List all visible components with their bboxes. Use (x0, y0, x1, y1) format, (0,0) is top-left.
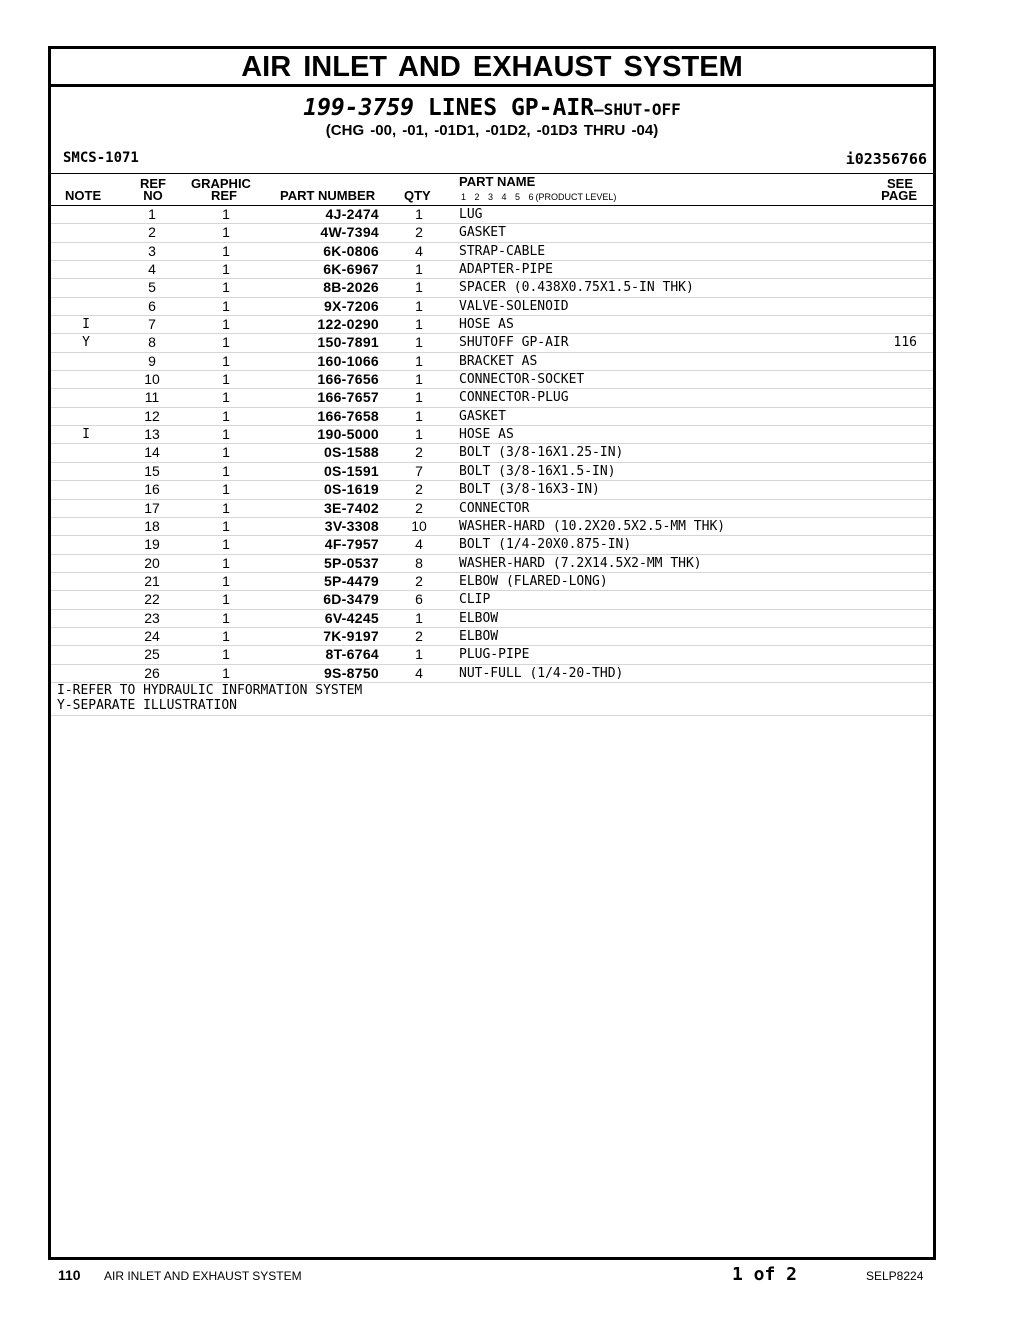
illustration-id: i02356766 (845, 150, 927, 168)
table-row (51, 500, 933, 518)
table-row (51, 389, 933, 407)
part-qty: 1 (415, 297, 423, 314)
part-graphic-ref: 1 (222, 352, 230, 369)
part-ref-no: 2 (148, 224, 156, 241)
part-name: BOLT (1/4-20X0.875-IN) (459, 537, 632, 553)
part-number: 6K-6967 (323, 261, 379, 278)
part-graphic-ref: 1 (222, 517, 230, 534)
part-note: I (82, 427, 90, 443)
part-graphic-ref: 1 (222, 297, 230, 314)
part-qty: 4 (415, 242, 423, 259)
part-qty: 7 (415, 462, 423, 479)
part-name: VALVE-SOLENOID (459, 298, 569, 314)
parts-table (51, 206, 933, 683)
part-ref-no: 11 (144, 389, 160, 406)
part-ref-no: 12 (144, 407, 160, 424)
part-name: ELBOW (459, 628, 499, 644)
footer-publication: SELP8224 (866, 1269, 924, 1283)
page-frame (48, 46, 936, 1260)
table-row (51, 518, 933, 536)
part-number: 7K-9197 (323, 627, 379, 644)
part-name: CONNECTOR-PLUG (459, 390, 569, 406)
part-qty: 6 (415, 591, 423, 608)
part-qty: 1 (415, 261, 423, 278)
part-number: 3E-7402 (323, 499, 379, 516)
table-row (51, 591, 933, 609)
table-row (51, 371, 933, 389)
part-ref-no: 3 (148, 242, 156, 259)
part-qty: 4 (415, 664, 423, 681)
part-qty: 8 (415, 554, 423, 571)
part-ref-no: 23 (144, 609, 160, 626)
table-row (51, 463, 933, 481)
part-ref-no: 21 (144, 572, 160, 589)
part-qty: 1 (415, 206, 423, 222)
part-number: 122-0290 (317, 316, 379, 333)
part-name: CONNECTOR (459, 500, 530, 516)
table-row (51, 646, 933, 664)
table-row (51, 298, 933, 316)
part-number: 8T-6764 (325, 646, 379, 663)
part-see-page: 116 (893, 335, 917, 351)
part-note: I (82, 317, 90, 333)
part-number: 4F-7957 (324, 536, 379, 553)
part-graphic-ref: 1 (222, 224, 230, 241)
part-number: 5P-0537 (323, 554, 379, 571)
part-graphic-ref: 1 (222, 444, 230, 461)
note-i: I-REFER TO HYDRAULIC INFORMATION SYSTEM (57, 683, 363, 699)
table-row (51, 261, 933, 279)
part-graphic-ref: 1 (222, 389, 230, 406)
part-ref-no: 22 (144, 591, 160, 608)
part-name: ADAPTER-PIPE (459, 262, 553, 278)
group-number: 199-3759 (303, 95, 415, 121)
part-number: 5P-4479 (323, 572, 379, 589)
part-ref-no: 24 (144, 627, 160, 644)
part-name: ELBOW (459, 610, 499, 626)
part-ref-no: 5 (148, 279, 156, 296)
product-level-label: (PRODUCT LEVEL) (535, 192, 617, 202)
part-qty: 1 (415, 389, 423, 406)
part-qty: 2 (415, 444, 423, 461)
part-ref-no: 4 (148, 261, 156, 278)
part-number: 6K-0806 (323, 242, 379, 259)
part-name: BOLT (3/8-16X1.5-IN) (459, 463, 616, 479)
part-qty: 1 (415, 426, 423, 443)
part-ref-no: 19 (144, 536, 160, 553)
part-name: WASHER-HARD (10.2X20.5X2.5-MM THK) (459, 518, 726, 534)
part-number: 0S-1619 (323, 481, 379, 498)
note-y: Y-SEPARATE ILLUSTRATION (57, 698, 238, 714)
col-ref-top: REF (140, 176, 166, 191)
col-graphic-top: GRAPHIC (191, 176, 251, 191)
part-number: 6D-3479 (323, 591, 379, 608)
part-number: 166-7656 (317, 371, 379, 388)
group-name: LINES GP-AIR (427, 95, 595, 121)
part-number: 9S-8750 (323, 664, 379, 681)
part-qty: 1 (415, 646, 423, 663)
part-graphic-ref: 1 (222, 481, 230, 498)
part-number: 166-7657 (317, 389, 379, 406)
part-name: BOLT (3/8-16X1.25-IN) (459, 445, 624, 461)
part-graphic-ref: 1 (222, 462, 230, 479)
table-row (51, 610, 933, 628)
table-row (51, 206, 933, 224)
part-qty: 1 (415, 352, 423, 369)
col-qty: QTY (404, 188, 431, 203)
part-ref-no: 1 (148, 206, 156, 222)
part-number: 4W-7394 (320, 224, 379, 241)
part-number: 8B-2026 (323, 279, 379, 296)
part-qty: 1 (415, 371, 423, 388)
part-graphic-ref: 1 (222, 536, 230, 553)
part-ref-no: 8 (148, 334, 156, 351)
part-number: 0S-1588 (323, 444, 379, 461)
col-note: NOTE (65, 188, 102, 203)
part-name: GASKET (459, 408, 506, 424)
part-number: 3V-3308 (324, 517, 379, 534)
table-row (51, 573, 933, 591)
table-row (51, 353, 933, 371)
table-row (51, 481, 933, 499)
col-ref-bottom: NO (143, 188, 163, 203)
col-part-number: PART NUMBER (280, 188, 376, 203)
part-qty: 2 (415, 627, 423, 644)
part-note: Y (82, 335, 90, 351)
table-row (51, 628, 933, 646)
part-graphic-ref: 1 (222, 627, 230, 644)
change-level-line: (CHG -00, -01, -01D1, -01D2, -01D3 THRU -04) (325, 122, 659, 139)
part-name: BOLT (3/8-16X3-IN) (459, 482, 600, 498)
part-name: ELBOW (FLARED-LONG) (459, 573, 608, 589)
part-name: HOSE AS (459, 317, 514, 333)
part-qty: 1 (415, 334, 423, 351)
part-ref-no: 13 (144, 426, 160, 443)
part-number: 160-1066 (317, 352, 379, 369)
part-ref-no: 7 (148, 316, 156, 333)
part-graphic-ref: 1 (222, 664, 230, 681)
table-row (51, 316, 933, 334)
part-graphic-ref: 1 (222, 242, 230, 259)
smcs-code: SMCS-1071 (63, 150, 139, 166)
part-qty: 10 (411, 517, 427, 534)
part-graphic-ref: 1 (222, 334, 230, 351)
part-name: HOSE AS (459, 427, 514, 443)
footer-section: AIR INLET AND EXHAUST SYSTEM (104, 1269, 302, 1283)
part-qty: 2 (415, 481, 423, 498)
col-graphic-bottom: REF (211, 188, 237, 203)
part-name: SHUTOFF GP-AIR (459, 335, 569, 351)
part-ref-no: 16 (144, 481, 160, 498)
part-graphic-ref: 1 (222, 572, 230, 589)
part-qty: 1 (415, 279, 423, 296)
part-ref-no: 6 (148, 297, 156, 314)
part-graphic-ref: 1 (222, 591, 230, 608)
part-graphic-ref: 1 (222, 609, 230, 626)
part-graphic-ref: 1 (222, 646, 230, 663)
footer-page-count: 1 of 2 (732, 1264, 798, 1285)
part-number: 150-7891 (317, 334, 379, 351)
part-name: BRACKET AS (459, 353, 538, 369)
part-qty: 2 (415, 572, 423, 589)
page-footer (0, 1264, 1020, 1288)
col-part-name: PART NAME (459, 174, 536, 189)
product-level-numbers: 1 2 3 4 5 6 (461, 192, 534, 202)
part-name: WASHER-HARD (7.2X14.5X2-MM THK) (459, 555, 702, 571)
col-see-bottom: PAGE (881, 188, 917, 203)
part-name: CLIP (459, 592, 491, 608)
part-ref-no: 15 (144, 462, 160, 479)
part-number: 190-5000 (317, 426, 379, 443)
part-ref-no: 18 (144, 517, 160, 534)
table-row (51, 279, 933, 297)
part-graphic-ref: 1 (222, 279, 230, 296)
part-graphic-ref: 1 (222, 371, 230, 388)
part-ref-no: 10 (144, 371, 160, 388)
group-heading (51, 95, 933, 123)
part-qty: 2 (415, 499, 423, 516)
part-graphic-ref: 1 (222, 407, 230, 424)
part-ref-no: 9 (148, 352, 156, 369)
part-qty: 1 (415, 609, 423, 626)
part-qty: 2 (415, 224, 423, 241)
part-qty: 1 (415, 407, 423, 424)
part-graphic-ref: 1 (222, 316, 230, 333)
part-number: 4J-2474 (325, 206, 379, 222)
part-name: NUT-FULL (1/4-20-THD) (459, 665, 624, 681)
part-graphic-ref: 1 (222, 206, 230, 222)
part-ref-no: 17 (144, 499, 160, 516)
table-row (51, 426, 933, 444)
part-number: 9X-7206 (323, 297, 379, 314)
part-name: STRAP-CABLE (459, 243, 546, 259)
table-row (51, 408, 933, 426)
part-graphic-ref: 1 (222, 554, 230, 571)
table-row (51, 555, 933, 573)
part-number: 0S-1591 (323, 462, 379, 479)
part-number: 6V-4245 (324, 609, 379, 626)
part-qty: 4 (415, 536, 423, 553)
part-name: GASKET (459, 225, 506, 241)
part-graphic-ref: 1 (222, 499, 230, 516)
table-row (51, 224, 933, 242)
part-graphic-ref: 1 (222, 261, 230, 278)
part-ref-no: 20 (144, 554, 160, 571)
table-row (51, 444, 933, 462)
table-row (51, 243, 933, 261)
part-qty: 1 (415, 316, 423, 333)
part-name: PLUG-PIPE (459, 647, 530, 663)
group-suffix: –SHUT-OFF (594, 100, 681, 119)
notes-block (51, 683, 933, 716)
table-row (51, 665, 933, 683)
table-row (51, 536, 933, 554)
table-header (51, 173, 933, 206)
table-row (51, 334, 933, 352)
part-name: SPACER (0.438X0.75X1.5-IN THK) (459, 280, 694, 296)
section-title: AIR INLET AND EXHAUST SYSTEM (51, 49, 933, 87)
part-graphic-ref: 1 (222, 426, 230, 443)
col-see-top: SEE (886, 176, 913, 191)
part-name: CONNECTOR-SOCKET (459, 372, 585, 388)
part-ref-no: 26 (144, 664, 160, 681)
part-name: LUG (459, 207, 483, 222)
col-product-levels (461, 190, 616, 204)
part-ref-no: 14 (144, 444, 160, 461)
footer-page-number: 110 (58, 1267, 81, 1283)
part-ref-no: 25 (144, 646, 160, 663)
part-number: 166-7658 (317, 407, 379, 424)
